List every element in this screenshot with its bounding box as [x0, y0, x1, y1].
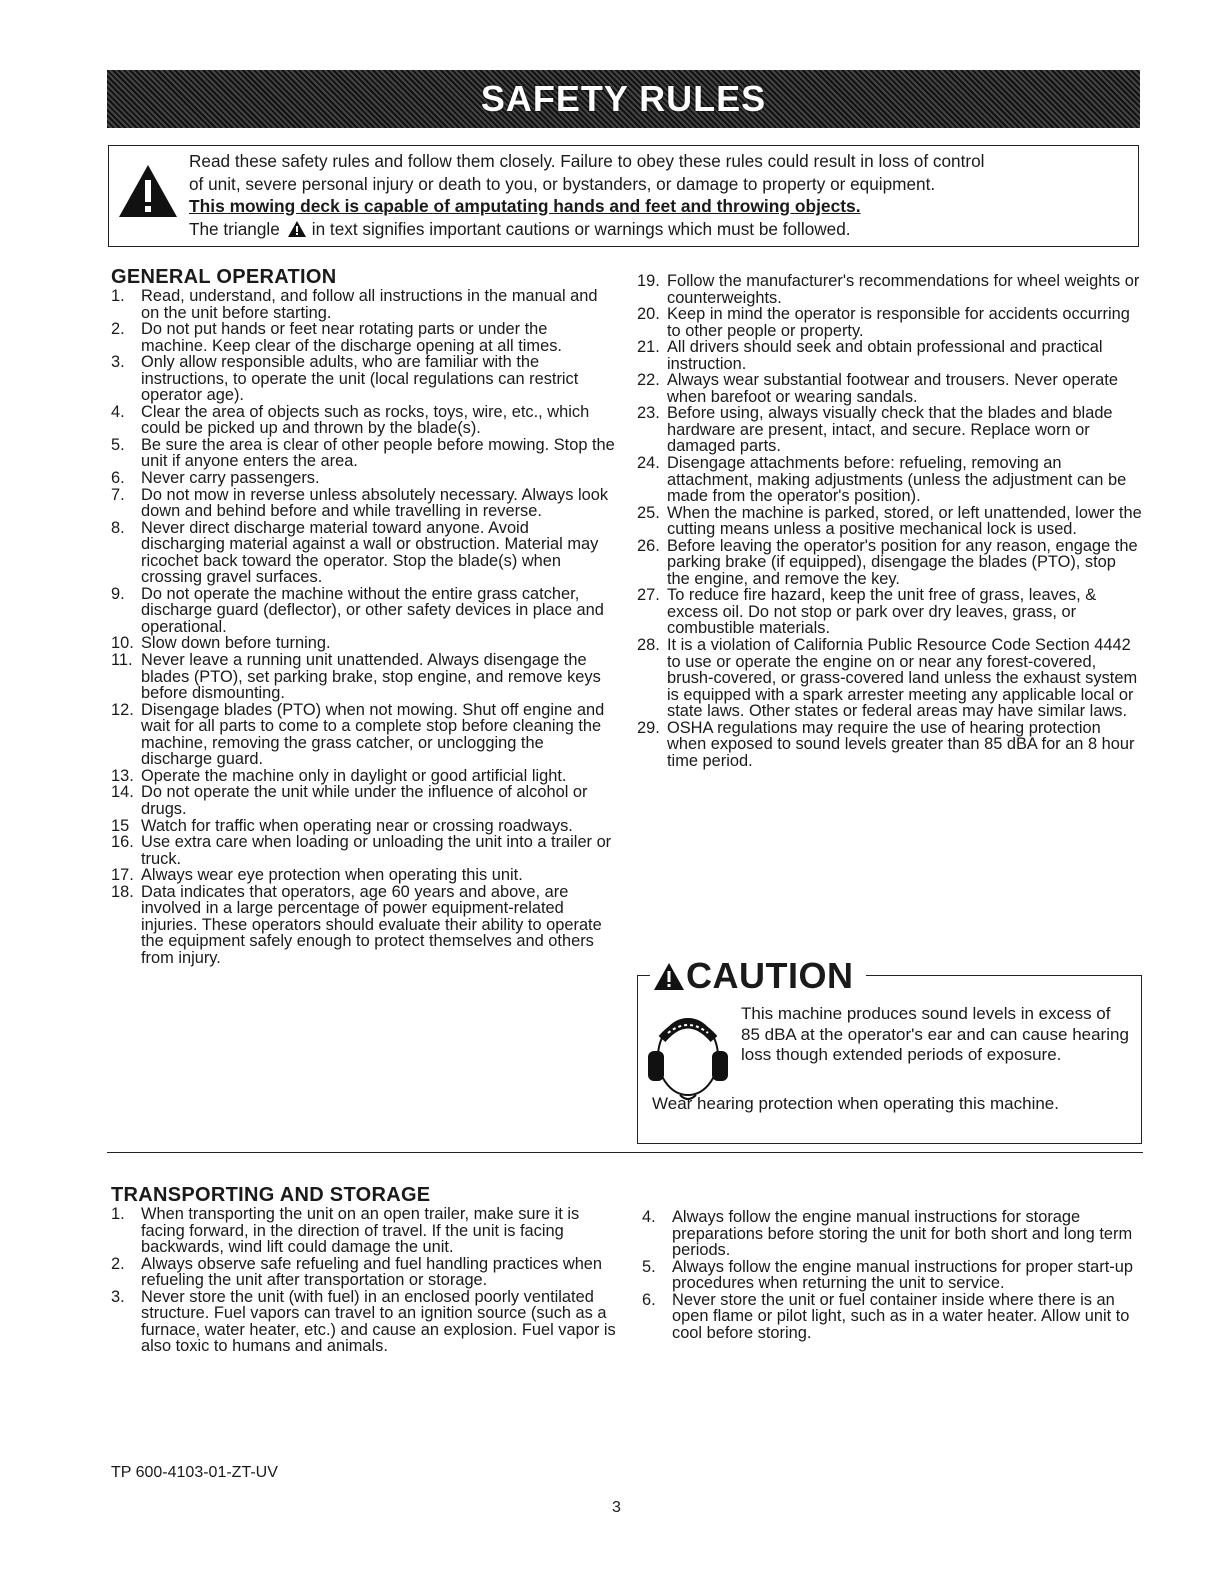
- item-text: Never direct discharge material toward anyone. Avoid discharging material against a wall or obstruction. Material may ricochet back toward the operator. Stop the blade(s) when crossing gravel surfaces.: [141, 518, 599, 587]
- item-number: 8.: [111, 518, 125, 537]
- list-item: [637, 455, 1142, 505]
- item-text: Watch for traffic when operating near or crossing roadways.: [141, 816, 573, 835]
- item-text: Always wear substantial footwear and trousers. Never operate when barefoot or wearing sandals.: [667, 371, 1118, 406]
- item-text: Disengage blades (PTO) when not mowing. Shut off engine and wait for all parts to come to a complete stop before cleaning the machine, removing the grass catcher, or unclogging the discharge guard.: [141, 700, 605, 769]
- item-text: Always follow the engine manual instructions for storage preparations before storing the unit for both short and long term periods.: [672, 1208, 1133, 1260]
- title-banner: [107, 70, 1140, 128]
- list-item: [111, 470, 616, 487]
- item-number: 18.: [111, 882, 134, 901]
- item-number: 23.: [637, 404, 660, 423]
- item-text: Operate the machine only in daylight or good artificial light.: [141, 766, 567, 785]
- general-operation-right: [637, 273, 1142, 769]
- caution-label: CAUTION: [686, 955, 854, 996]
- list-item: [111, 702, 616, 768]
- item-number: 3.: [111, 353, 125, 372]
- list-item: [111, 834, 616, 867]
- item-text: It is a violation of California Public Resource Code Section 4442 to use or operate the engine on or near any forest-covered, brush-covered, or grass-covered land unless the exhaust system is equipped with a spark arrester meeting any applicable local or state laws. Other states or federal areas may have similar laws.: [667, 636, 1138, 721]
- list-item: [111, 487, 616, 520]
- intro-box: [108, 145, 1139, 247]
- caution-text: This machine produces sound levels in excess of 85 dBA at the operator's ear and can cause hearing loss though extended periods of exposure.: [741, 1004, 1129, 1065]
- list-item: [637, 637, 1142, 720]
- list-item: [111, 867, 616, 884]
- small-warning-triangle-icon: [288, 221, 306, 237]
- item-number: 28.: [637, 636, 660, 655]
- general-operation-list-continued: [637, 273, 1142, 769]
- item-text: OSHA regulations may require the use of hearing protection when exposed to sound levels greater than 85 dBA for an 8 hour time period.: [667, 718, 1135, 770]
- item-number: 4.: [642, 1208, 656, 1226]
- intro-text: [189, 150, 1128, 240]
- item-number: 12.: [111, 700, 134, 719]
- warning-triangle-icon: [117, 163, 179, 219]
- section-divider: [107, 1152, 1143, 1153]
- transport-storage-right: [642, 1209, 1142, 1341]
- list-item: [637, 720, 1142, 770]
- item-text: Be sure the area is clear of other people before mowing. Stop the unit if anyone enters the area.: [141, 435, 615, 471]
- list-item: [111, 354, 616, 404]
- list-item: [111, 1256, 616, 1289]
- item-number: 29.: [637, 718, 660, 737]
- item-number: 26.: [637, 536, 660, 555]
- item-text: Never store the unit (with fuel) in an enclosed poorly ventilated structure. Fuel vapors can travel to an ignition source (such as a furnace, water heater, etc.) and cause an explosion. Fuel vapor is also toxic to humans and animals.: [141, 1287, 616, 1356]
- transport-storage-list: [111, 1206, 616, 1355]
- list-item: [111, 404, 616, 437]
- item-number: 19.: [637, 272, 660, 290]
- item-number: 6.: [111, 469, 125, 488]
- item-number: 1.: [111, 1205, 125, 1223]
- item-number: 17.: [111, 866, 134, 885]
- item-number: 13.: [111, 766, 134, 785]
- list-item: [637, 339, 1142, 372]
- item-text: Use extra care when loading or unloading the unit into a trailer or truck.: [141, 833, 612, 868]
- item-text: Never store the unit or fuel container inside where there is an open flame or pilot light, such as in a water heater. Allow unit to cool before storing.: [672, 1290, 1130, 1342]
- list-item: [111, 1206, 616, 1256]
- page-number: 3: [612, 1499, 621, 1516]
- list-item: [642, 1209, 1142, 1259]
- transport-storage-left: [111, 1184, 616, 1355]
- list-item: [111, 520, 616, 586]
- item-number: 22.: [637, 371, 660, 390]
- caution-box: [637, 955, 1142, 1144]
- item-text: Before leaving the operator's position for any reason, engage the parking brake (if equipped), disengage the blades (PTO), stop the engine, and remove the key.: [667, 536, 1138, 588]
- item-text: Do not operate the machine without the entire grass catcher, discharge guard (deflector), or other safety devices in place and operational.: [141, 584, 604, 636]
- item-text: Keep in mind the operator is responsible for accidents occurring to other people or property.: [667, 305, 1130, 340]
- list-item: [637, 538, 1142, 588]
- caution-footer-text: Wear hearing protection when operating this machine.: [652, 1094, 1059, 1113]
- item-text: Only allow responsible adults, who are familiar with the instructions, to operate the unit (local regulations can restrict operator age).: [141, 353, 579, 405]
- item-number: 27.: [637, 586, 660, 605]
- item-number: 14.: [111, 783, 134, 802]
- item-number: 20.: [637, 305, 660, 324]
- item-number: 4.: [111, 402, 125, 421]
- list-item: [637, 505, 1142, 538]
- general-operation-title: GENERAL OPERATION: [111, 266, 337, 288]
- item-text: Do not put hands or feet near rotating parts or under the machine. Keep clear of the discharge opening at all times.: [141, 320, 562, 355]
- item-text: Before using, always visually check that the blades and blade hardware are present, intact, and secure. Replace worn or damaged parts.: [667, 404, 1113, 456]
- item-text: When transporting the unit on an open trailer, make sure it is facing forward, in the direction of travel. If the unit is facing backwards, wind lift could damage the unit.: [141, 1205, 580, 1257]
- item-text: Always observe safe refueling and fuel handling practices when refueling the unit after transportation or storage.: [141, 1254, 603, 1290]
- item-number: 2.: [111, 1254, 125, 1273]
- list-item: [111, 635, 616, 652]
- list-item: [637, 273, 1142, 306]
- triangle-note-end: in text signifies important cautions or warnings which must be followed.: [311, 218, 851, 239]
- item-text: To reduce fire hazard, keep the unit free of grass, leaves, & excess oil. Do not stop or park over dry leaves, grass, or combustible materials.: [667, 586, 1097, 638]
- triangle-note: [189, 218, 1128, 241]
- item-number: 9.: [111, 584, 125, 603]
- item-number: 10.: [111, 634, 134, 653]
- item-number: 25.: [637, 503, 660, 522]
- general-operation-list: [111, 288, 616, 966]
- page-title: SAFETY RULES: [480, 78, 767, 119]
- list-item: [642, 1292, 1142, 1342]
- item-text: Slow down before turning.: [141, 634, 331, 653]
- item-number: 2.: [111, 320, 125, 339]
- list-item: [111, 288, 616, 321]
- item-number: 11.: [111, 651, 133, 670]
- list-item: [111, 437, 616, 470]
- item-text: Always follow the engine manual instructions for proper start-up procedures when returning the unit to service.: [672, 1257, 1133, 1293]
- intro-line-1: Read these safety rules and follow them closely. Failure to obey these rules could result in loss of control: [189, 151, 985, 171]
- list-item: [637, 372, 1142, 405]
- list-item: [111, 784, 616, 817]
- list-item: [111, 884, 616, 967]
- transport-storage-list-continued: [642, 1209, 1142, 1341]
- item-number: 1.: [111, 287, 125, 305]
- list-item: [111, 321, 616, 354]
- item-text: Read, understand, and follow all instructions in the manual and on the unit before starting.: [141, 287, 598, 322]
- item-number: 7.: [111, 485, 125, 504]
- item-number: 15: [111, 816, 130, 835]
- item-text: Disengage attachments before: refueling, removing an attachment, making adjustments (unless the adjustment can be made from the operator's position).: [667, 454, 1127, 506]
- item-number: 3.: [111, 1287, 125, 1306]
- list-item: [111, 1289, 616, 1355]
- list-item: [637, 306, 1142, 339]
- list-item: [111, 652, 616, 702]
- item-text: Clear the area of objects such as rocks, toys, wire, etc., which could be picked up and thrown by the blade(s).: [141, 402, 590, 438]
- item-number: 6.: [642, 1290, 656, 1309]
- list-item: [111, 586, 616, 636]
- list-item: [642, 1259, 1142, 1292]
- item-number: 16.: [111, 833, 134, 852]
- list-item: [637, 587, 1142, 637]
- item-text: Do not mow in reverse unless absolutely necessary. Always look down and behind before and while travelling in reverse.: [141, 485, 609, 521]
- item-text: Do not operate the unit while under the influence of alcohol or drugs.: [141, 783, 588, 818]
- list-item: [111, 818, 616, 835]
- general-operation-left: [111, 266, 616, 966]
- item-text: All drivers should seek and obtain professional and practical instruction.: [667, 338, 1103, 373]
- item-text: Always wear eye protection when operating this unit.: [141, 866, 523, 885]
- item-number: 5.: [111, 435, 125, 454]
- amputation-warning: This mowing deck is capable of amputating hands and feet and throwing objects.: [189, 196, 861, 216]
- item-number: 24.: [637, 454, 660, 473]
- list-item: [637, 405, 1142, 455]
- item-number: 21.: [637, 338, 660, 357]
- intro-line-2: of unit, severe personal injury or death to you, or bystanders, or damage to property or equipment.: [189, 173, 936, 194]
- caution-triangle-icon: [654, 963, 684, 990]
- document-code: TP 600-4103-01-ZT-UV: [111, 1464, 278, 1481]
- item-text: Follow the manufacturer's recommendations for wheel weights or counterweights.: [667, 272, 1140, 307]
- transport-storage-title: TRANSPORTING AND STORAGE: [111, 1184, 431, 1206]
- item-text: When the machine is parked, stored, or left unattended, lower the cutting means unless a positive mechanical lock is used.: [667, 503, 1142, 539]
- caution-heading: [650, 956, 866, 996]
- item-text: Never carry passengers.: [141, 469, 320, 488]
- item-number: 5.: [642, 1257, 656, 1276]
- item-text: Data indicates that operators, age 60 years and above, are involved in a large percentage of power equipment-related injuries. These operators should evaluate their ability to operate the equipment safely enough to protect themselves and others from injury.: [141, 882, 602, 967]
- item-text: Never leave a running unit unattended. Always disengage the blades (PTO), set parking brake, stop engine, and remove keys before dismounting.: [141, 651, 601, 703]
- triangle-note-start: The triangle: [189, 218, 280, 239]
- list-item: [111, 768, 616, 785]
